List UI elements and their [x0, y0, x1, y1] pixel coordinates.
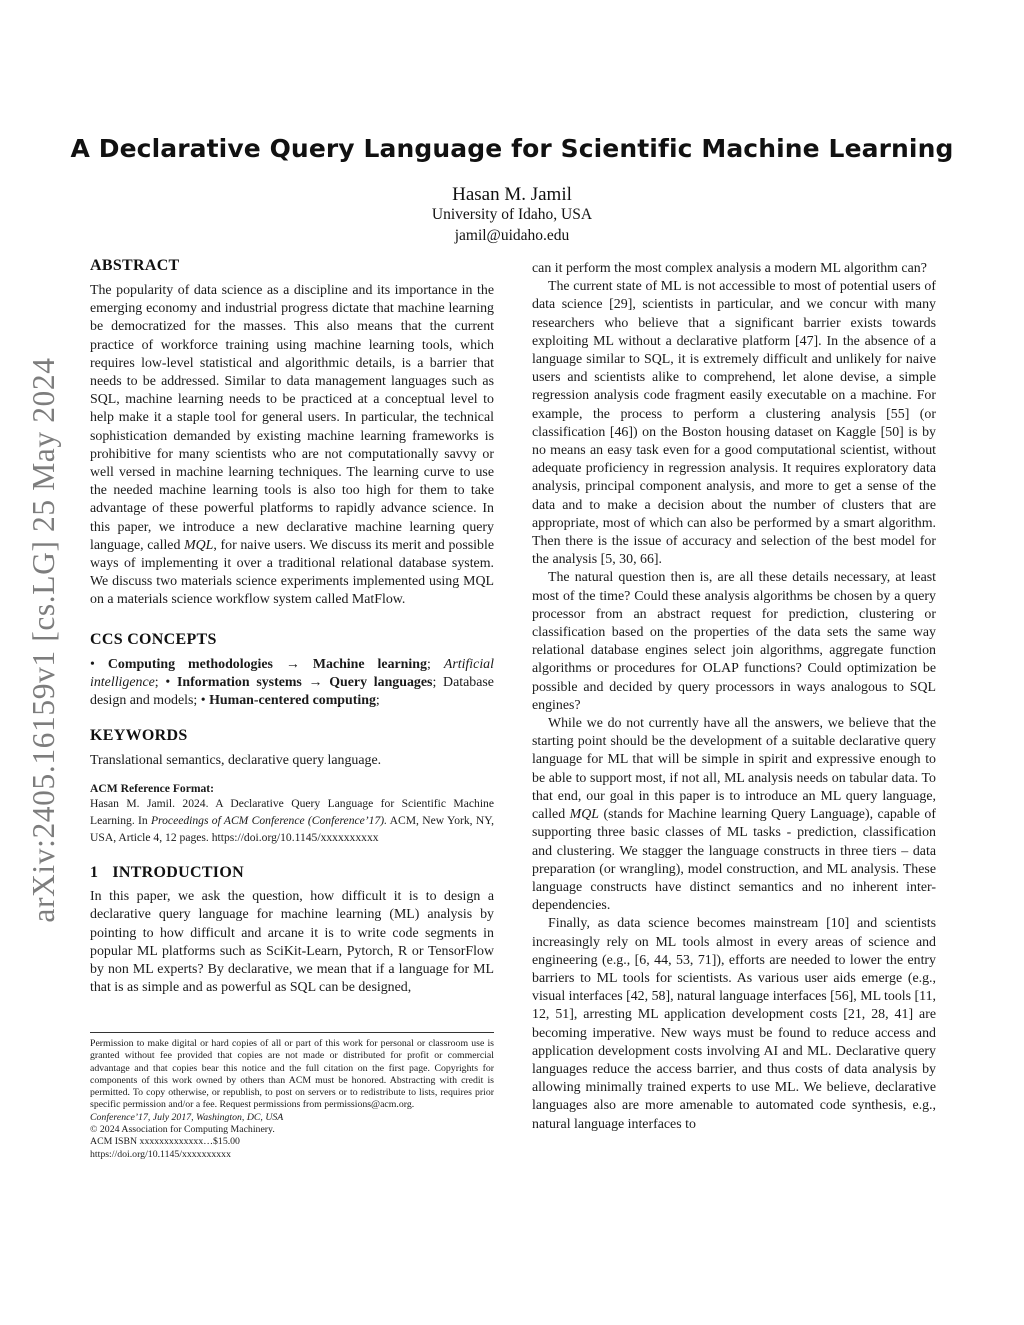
footnote [90, 1038, 494, 1161]
ccs-concepts: • Computing methodologies → Machine learning; Artificial intelligence; • Information systems → Query languages; Database design and models; • Human-centered computing; [90, 656, 494, 709]
arxiv-stamp: arXiv:2405.16159v1 [cs.LG] 25 May 2024 [26, 357, 61, 923]
intro-heading: 1 INTRODUCTION [90, 864, 244, 882]
right-column [532, 260, 936, 1134]
footnote-divider [90, 1032, 494, 1033]
right-paragraph-3: The natural question then is, are all these details necessary, at least most of the time? Could these analysis algorithms be chosen by a query processor from an abstract request for prediction, clustering or classification based on the properties of the data sets the same way relational database engines select join algorithms, aggregate function algorithms or procedures for OLAP functions? Could optimization be possible and decided by query processors in ways analogous to SQL engines? [532, 570, 936, 713]
author-name: Hasan M. Jamil [452, 184, 572, 205]
keywords-heading: KEYWORDS [90, 727, 188, 745]
author-affiliation: University of Idaho, USA [431, 206, 593, 223]
mql-term: MQL [569, 807, 599, 823]
right-paragraph-4: While we do not currently have all the answers, we believe that the starting point should be the development of a suitable declarative query language for ML that will be simple in spirit and expressive enough to be able to support most, if not all, ML analysis needs on tabular data. To that end, our goal in this paper is to introduce an ML query language, called MQL (stands for Machine learning Query Language), capable of supporting three basic classes of ML tasks - prediction, classification and clustering. We stagger the language constructs in three tiers – data preparation (or wrangling), model construction, and ML analysis. These language constructs have distinct semantics and no inherent inter-dependencies. [532, 716, 936, 914]
footnote-isbn: ACM ISBN xxxxxxxxxxxxx…$15.00 [90, 1136, 240, 1148]
footnote-copyright: © 2024 Association for Computing Machinery. [90, 1124, 275, 1136]
keywords-text: Translational semantics, declarative query language. [90, 753, 382, 769]
footnote-conference: Conference’17, July 2017, Washington, DC, USA [90, 1111, 284, 1123]
footnote-permission: Permission to make digital or hard copies of all or part of this work for personal or classroom use is granted without fee provided that copies are not made or distributed for profit or commercial advantage and that copies bear this notice and the full citation on the first page. Copyrights for components of this work owned by others than ACM must be honored. Abstracting with credit is permitted. To copy otherwise, or republish, to post on servers or to redistribute to lists, requires prior specific permission and/or a fee. Request permissions from permissions@acm.org. [90, 1038, 494, 1111]
abstract-text: The popularity of data science as a discipline and its importance in the emerging economy and industrial progress dictate that machine learning be democratized for the masses. This also means that the current practice of workforce training using machine learning tools, which requires low-level statistical and algorithmic details, is a barrier that needs to be addressed. Similar to data management languages such as SQL, machine learning needs to be practiced at a conceptual level to help make it a staple tool for general users. In particular, the technical sophistication demanded by existing machine learning frameworks is prohibitive for many scientists who are not computationally savvy or well versed in machine learning techniques. The learning curve to use the needed machine learning tools is also too high for them to take advantage of these powerful platforms to rapidly advance science. In this paper, we introduce a new declarative machine learning query language, called MQL, for naive users. We discuss its merit and possible ways of implementing it over a traditional relational database system. We discuss two materials science experiments implemented using MQL on a materials science workflow system called MatFlow. [90, 283, 495, 608]
right-paragraph-1: can it perform the most complex analysis a modern ML algorithm can? [532, 261, 927, 276]
author-email: jamil@uidaho.edu [454, 227, 570, 244]
footnote-doi: https://doi.org/10.1145/xxxxxxxxxx [90, 1148, 231, 1160]
acm-ref-heading: ACM Reference Format: [90, 782, 215, 796]
intro-paragraph: In this paper, we ask the question, how difficult it is to design a declarative query language for machine learning (ML) analysis by pointing to how difficult and arcane it is to write code segments in popular ML platforms such as SciKit-Learn, Pytorch, R or TensorFlow by non ML experts? By declarative, we mean that if a language for ML that is as simple and as powerful as SQL can be designed, [90, 889, 494, 996]
paper-title: A Declarative Query Language for Scientific Machine Learning [70, 134, 954, 163]
right-paragraph-5: Finally, as data science becomes mainstream [10] and scientists increasingly rely on ML tools almost in every areas of science and engineering (e.g., [6, 44, 53, 71]), efforts are needed to lower the entry barriers to ML tools for scientists. As various user aids emerge (e.g., visual interfaces [42, 58], natural language interfaces [56], ML tools [11, 12, 51], arresting ML application development costs [21, 28, 41] are becoming imperative. New ways must be found to reduce access and application development costs involving AI and ML. Declarative query languages reduce the access barrier, and thus costs of data analysis by allowing minimally trained experts to use ML. We believe, declarative languages also are more amenable to automated code synthesis, e.g., natural language interfaces to [532, 916, 936, 1132]
right-paragraph-2: The current state of ML is not accessible to most of potential users of data science [29], scientists in particular, and we concur with many researchers who believe that a significant barrier exists towards exploiting ML without a declarative platform [47]. In the absence of a language similar to SQL, it is extremely difficult and unlikely for naive users and scientists alike to comprehend, let alone devise, a simple regression analysis code fragment easily executable on a machine. For example, the process to perform a clustering analysis [55] (or classification [46]) on the Boston housing dataset on Kaggle [50] is by no means an easy task even for a good computational scientist, without adequate proficiency in regression analysis. It requires exploratory data analysis, principal component analysis, and more to get a sense of the data and to make a decision about the number of clusters that are appropriate, most of which can also be performed by a smart algorithm. Then there is the issue of accuracy and selection of the best model for the analysis [5, 30, 66]. [532, 279, 936, 568]
acm-ref-text: Hasan M. Jamil. 2024. A Declarative Query Language for Scientific Machine Learning. In Proceedings of ACM Conference (Conference’17). ACM, New York, NY, USA, Article 4, 12 pages. https://doi.org/10.1145/xxxxxxxxxx [90, 797, 494, 844]
left-column [90, 257, 494, 997]
ccs-heading: CCS CONCEPTS [90, 630, 217, 648]
abstract-heading: ABSTRACT [90, 257, 180, 274]
mql-term: MQL [184, 537, 214, 553]
